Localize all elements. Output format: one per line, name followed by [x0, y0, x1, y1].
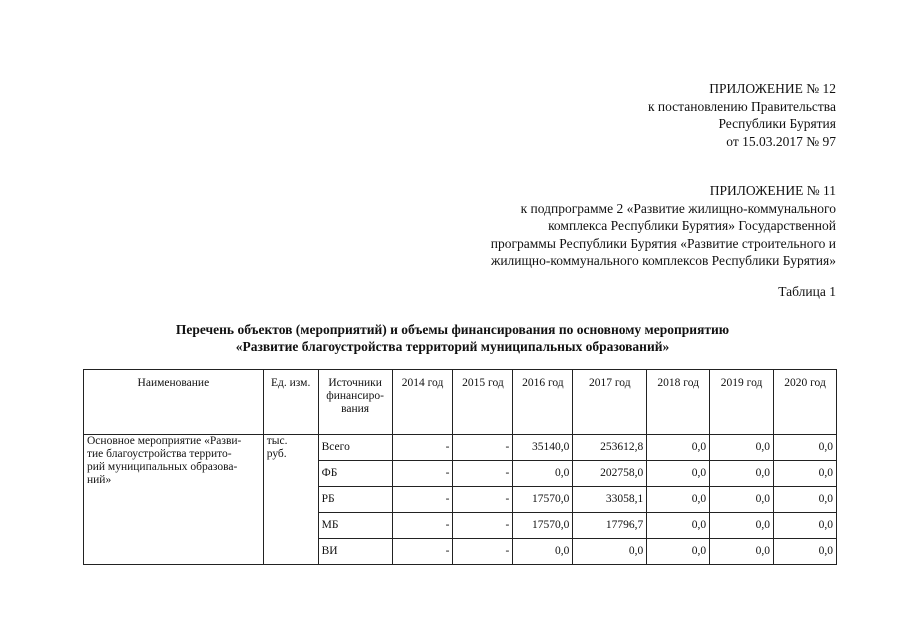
cell-2017: 253612,8: [573, 435, 647, 461]
cell-2017: 0,0: [573, 539, 647, 565]
measure-unit-line: тыс.: [266, 435, 288, 447]
cell-2016: 17570,0: [513, 513, 573, 539]
cell-2019: 0,0: [710, 435, 774, 461]
cell-2020: 0,0: [774, 461, 837, 487]
header-year-2019: 2019 год: [710, 370, 774, 435]
cell-source: РБ: [318, 487, 392, 513]
appendix-11-line: комплекса Республики Бурятия» Государственной: [548, 218, 836, 233]
cell-2014: -: [392, 539, 453, 565]
appendix-11-header: [491, 182, 836, 270]
appendix-12-header: [648, 80, 836, 150]
cell-2015: -: [453, 539, 513, 565]
measure-name-line: Основное мероприятие «Разви-: [87, 435, 242, 447]
header-source-line: вания: [341, 403, 370, 415]
cell-source: ФБ: [318, 461, 392, 487]
cell-2020: 0,0: [774, 539, 837, 565]
cell-2018: 0,0: [647, 487, 710, 513]
header-year-2018: 2018 год: [647, 370, 710, 435]
measure-name-line: ний»: [87, 474, 112, 486]
cell-2019: 0,0: [710, 539, 774, 565]
header-year-2020: 2020 год: [774, 370, 837, 435]
appendix-12-title: ПРИЛОЖЕНИЕ № 12: [709, 81, 836, 96]
appendix-11-line: жилищно-коммунального комплексов Республики Бурятия»: [491, 253, 836, 268]
cell-2014: -: [392, 461, 453, 487]
cell-source: Всего: [318, 435, 392, 461]
appendix-11-title: ПРИЛОЖЕНИЕ № 11: [709, 183, 836, 198]
table-title-line-1: Перечень объектов (мероприятий) и объемы финансирования по основному мероприятию: [175, 322, 730, 337]
appendix-11-line: программы Республики Бурятия «Развитие строительного и: [490, 235, 836, 251]
header-unit: Ед. изм.: [263, 370, 318, 435]
cell-2016: 0,0: [513, 539, 573, 565]
cell-2014: -: [392, 487, 453, 513]
table-title-line-2: «Развитие благоустройства территорий муниципальных образований»: [235, 339, 670, 354]
measure-unit-line: руб.: [266, 448, 287, 460]
cell-source: ВИ: [318, 539, 392, 565]
table-header-row: [84, 370, 837, 435]
cell-2018: 0,0: [647, 435, 710, 461]
header-year-2014: 2014 год: [392, 370, 453, 435]
cell-2020: 0,0: [774, 513, 837, 539]
measure-name: [84, 435, 264, 565]
cell-2016: 0,0: [513, 461, 573, 487]
appendix-11-line: к подпрограмме 2 «Развитие жилищно-коммунального: [520, 200, 836, 216]
cell-2015: -: [453, 513, 513, 539]
cell-2015: -: [453, 461, 513, 487]
cell-2014: -: [392, 513, 453, 539]
appendix-12-line: к постановлению Правительства: [647, 98, 836, 114]
cell-2016: 17570,0: [513, 487, 573, 513]
cell-source: МБ: [318, 513, 392, 539]
cell-2018: 0,0: [647, 513, 710, 539]
cell-2019: 0,0: [710, 461, 774, 487]
cell-2018: 0,0: [647, 539, 710, 565]
header-year-2016: 2016 год: [513, 370, 573, 435]
table-label: Таблица 1: [778, 284, 836, 299]
cell-2018: 0,0: [647, 461, 710, 487]
table-row: [84, 435, 837, 461]
cell-2017: 17796,7: [573, 513, 647, 539]
appendix-12-date: от 15.03.2017 № 97: [726, 133, 836, 149]
cell-2015: -: [453, 435, 513, 461]
header-source: [318, 370, 392, 435]
header-source-line: Источники: [328, 377, 382, 389]
cell-2019: 0,0: [710, 513, 774, 539]
cell-2017: 202758,0: [573, 461, 647, 487]
cell-2019: 0,0: [710, 487, 774, 513]
cell-2020: 0,0: [774, 487, 837, 513]
header-year-2017: 2017 год: [573, 370, 647, 435]
financing-table: [83, 369, 837, 565]
cell-2017: 33058,1: [573, 487, 647, 513]
measure-unit: [263, 435, 318, 565]
cell-2020: 0,0: [774, 435, 837, 461]
measure-name-line: тие благоустройства террито-: [87, 448, 232, 460]
header-name: Наименование: [84, 370, 264, 435]
cell-2015: -: [453, 487, 513, 513]
measure-name-line: рий муниципальных образова-: [87, 461, 238, 473]
header-source-line: финансиро-: [326, 390, 384, 402]
cell-2014: -: [392, 435, 453, 461]
appendix-12-line: Республики Бурятия: [718, 116, 836, 131]
cell-2016: 35140,0: [513, 435, 573, 461]
header-year-2015: 2015 год: [453, 370, 513, 435]
